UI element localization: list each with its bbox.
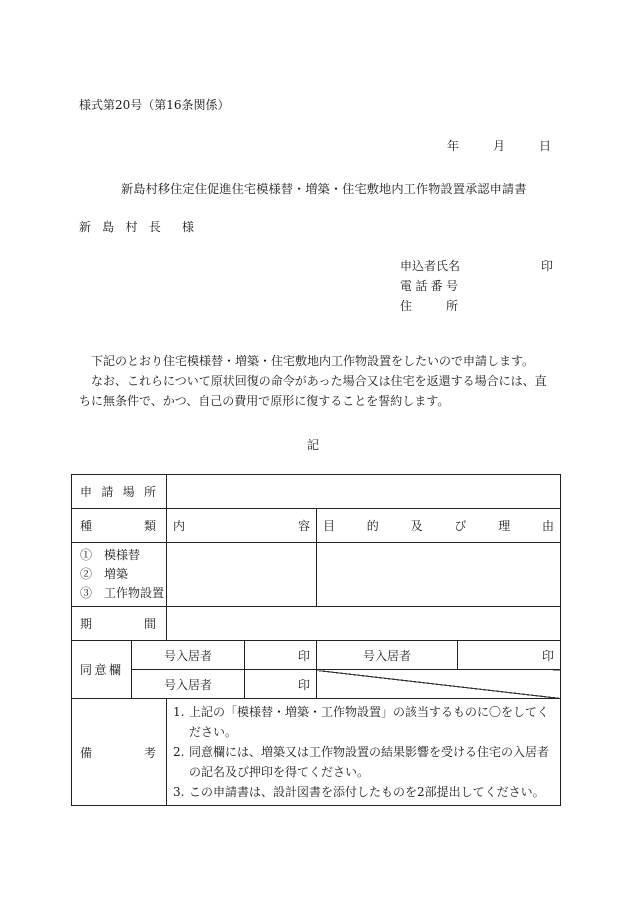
- label-char: 号: [445, 279, 458, 293]
- note-item: [173, 782, 556, 802]
- remarks-label-cell: [72, 699, 167, 806]
- category-row: [72, 543, 561, 607]
- label-char: 意: [94, 663, 107, 677]
- label-char: 番: [430, 279, 443, 293]
- purpose-input-cell[interactable]: [317, 543, 561, 607]
- month-label: 月: [492, 139, 505, 153]
- label-char: 場: [122, 485, 135, 499]
- period-row: [72, 607, 561, 641]
- label-char: 欄: [108, 663, 121, 677]
- label-char: 所: [143, 485, 156, 499]
- category-option[interactable]: ① 模様替: [80, 548, 141, 562]
- label-char: 住: [400, 299, 413, 313]
- note-item: [173, 742, 556, 782]
- content-label-cell: [167, 509, 317, 543]
- label-char: 所: [445, 299, 458, 313]
- label-char: 考: [143, 745, 156, 760]
- consent-row: [72, 670, 561, 699]
- note-number: 3.: [173, 785, 185, 799]
- note-text: 同意欄には、増築又は工作物設置の結果影響を受ける住宅の入居者の記名及び押印を得てください。: [189, 745, 550, 779]
- applicant-seal-mark: 印: [541, 259, 554, 273]
- note-item: [173, 702, 556, 742]
- applicant-phone-label: [400, 278, 458, 294]
- label-char: 備: [80, 745, 93, 760]
- remarks-row: [72, 699, 561, 806]
- category-option[interactable]: ② 増築: [80, 567, 129, 581]
- declaration-paragraph: 下記のとおり住宅模様替・増築・住宅敷地内工作物設置をしたいので申請します。: [91, 354, 535, 368]
- application-table: [71, 474, 561, 806]
- label-char: 間: [143, 617, 156, 631]
- addressee-char: 島: [102, 220, 115, 234]
- note-number: 2.: [173, 745, 185, 759]
- addressee-char: 長: [148, 220, 161, 234]
- applicant-address-label: [400, 298, 458, 314]
- addressee: [79, 218, 194, 235]
- declaration-text: [79, 351, 555, 411]
- document-title: 新島村移住定住促進住宅模様替・増築・住宅敷地内工作物設置承認申請書: [121, 182, 527, 196]
- resident-label: 号入居者: [132, 670, 245, 699]
- resident-seal-cell[interactable]: 印: [458, 641, 561, 670]
- remarks-notes-cell: [167, 699, 561, 806]
- label-char: 話: [415, 279, 428, 293]
- location-row: [72, 475, 561, 509]
- label-char: 及: [410, 519, 423, 533]
- addressee-honorific: 様: [181, 220, 194, 234]
- resident-seal-cell[interactable]: 印: [245, 670, 317, 699]
- type-label-cell: [72, 509, 167, 543]
- notes-list: [167, 699, 560, 805]
- location-input-cell[interactable]: [167, 475, 561, 509]
- declaration-paragraph: なお、これらについて原状回復の命令があった場合又は住宅を返還する場合には、直ちに無条件で、かつ、自己の費用で原形に復することを誓約します。: [79, 374, 547, 408]
- category-list-cell: [72, 543, 167, 607]
- period-input-cell[interactable]: [167, 607, 561, 641]
- resident-seal-cell[interactable]: 印: [245, 641, 317, 670]
- consent-row: [72, 641, 561, 670]
- form-number: 様式第20号（第16条関係）: [79, 98, 230, 112]
- label-char: び: [454, 519, 467, 533]
- period-label-cell: [72, 607, 167, 641]
- label-char: 申: [80, 485, 93, 499]
- note-number: 1.: [173, 705, 185, 719]
- note-text: 上記の「模様替・増築・工作物設置」の該当するものに〇をしてください。: [189, 705, 550, 739]
- label-char: 種: [80, 519, 93, 533]
- header-row: [72, 509, 561, 543]
- label-char: 的: [366, 519, 379, 533]
- notation-heading: 記: [307, 438, 320, 452]
- category-option[interactable]: ③ 工作物設置: [80, 586, 165, 600]
- resident-label: 号入居者: [317, 641, 458, 670]
- note-text: この申請書は、設計図書を添付したものを2部提出してください。: [189, 785, 545, 799]
- label-char: 由: [541, 519, 554, 533]
- content-input-cell[interactable]: [167, 543, 317, 607]
- addressee-char: 新: [79, 220, 92, 234]
- purpose-label-cell: [317, 509, 561, 543]
- label-char: 目: [323, 519, 336, 533]
- addressee-char: 村: [125, 220, 138, 234]
- resident-label: 号入居者: [132, 641, 245, 670]
- label-char: 理: [498, 519, 511, 533]
- applicant-name-label: 申込者氏名: [400, 259, 461, 273]
- label-char: 類: [143, 519, 156, 533]
- day-label: 日: [538, 139, 551, 153]
- label-char: 容: [297, 519, 310, 533]
- label-char: 期: [80, 617, 93, 631]
- date-line: [447, 137, 551, 154]
- struck-cell: [317, 670, 561, 699]
- location-label-cell: [72, 475, 167, 509]
- consent-label-cell: [72, 641, 132, 699]
- label-char: 内: [173, 519, 186, 533]
- label-char: 請: [101, 485, 114, 499]
- label-char: 同: [80, 663, 93, 677]
- label-char: 電: [400, 279, 413, 293]
- year-label: 年: [447, 139, 460, 153]
